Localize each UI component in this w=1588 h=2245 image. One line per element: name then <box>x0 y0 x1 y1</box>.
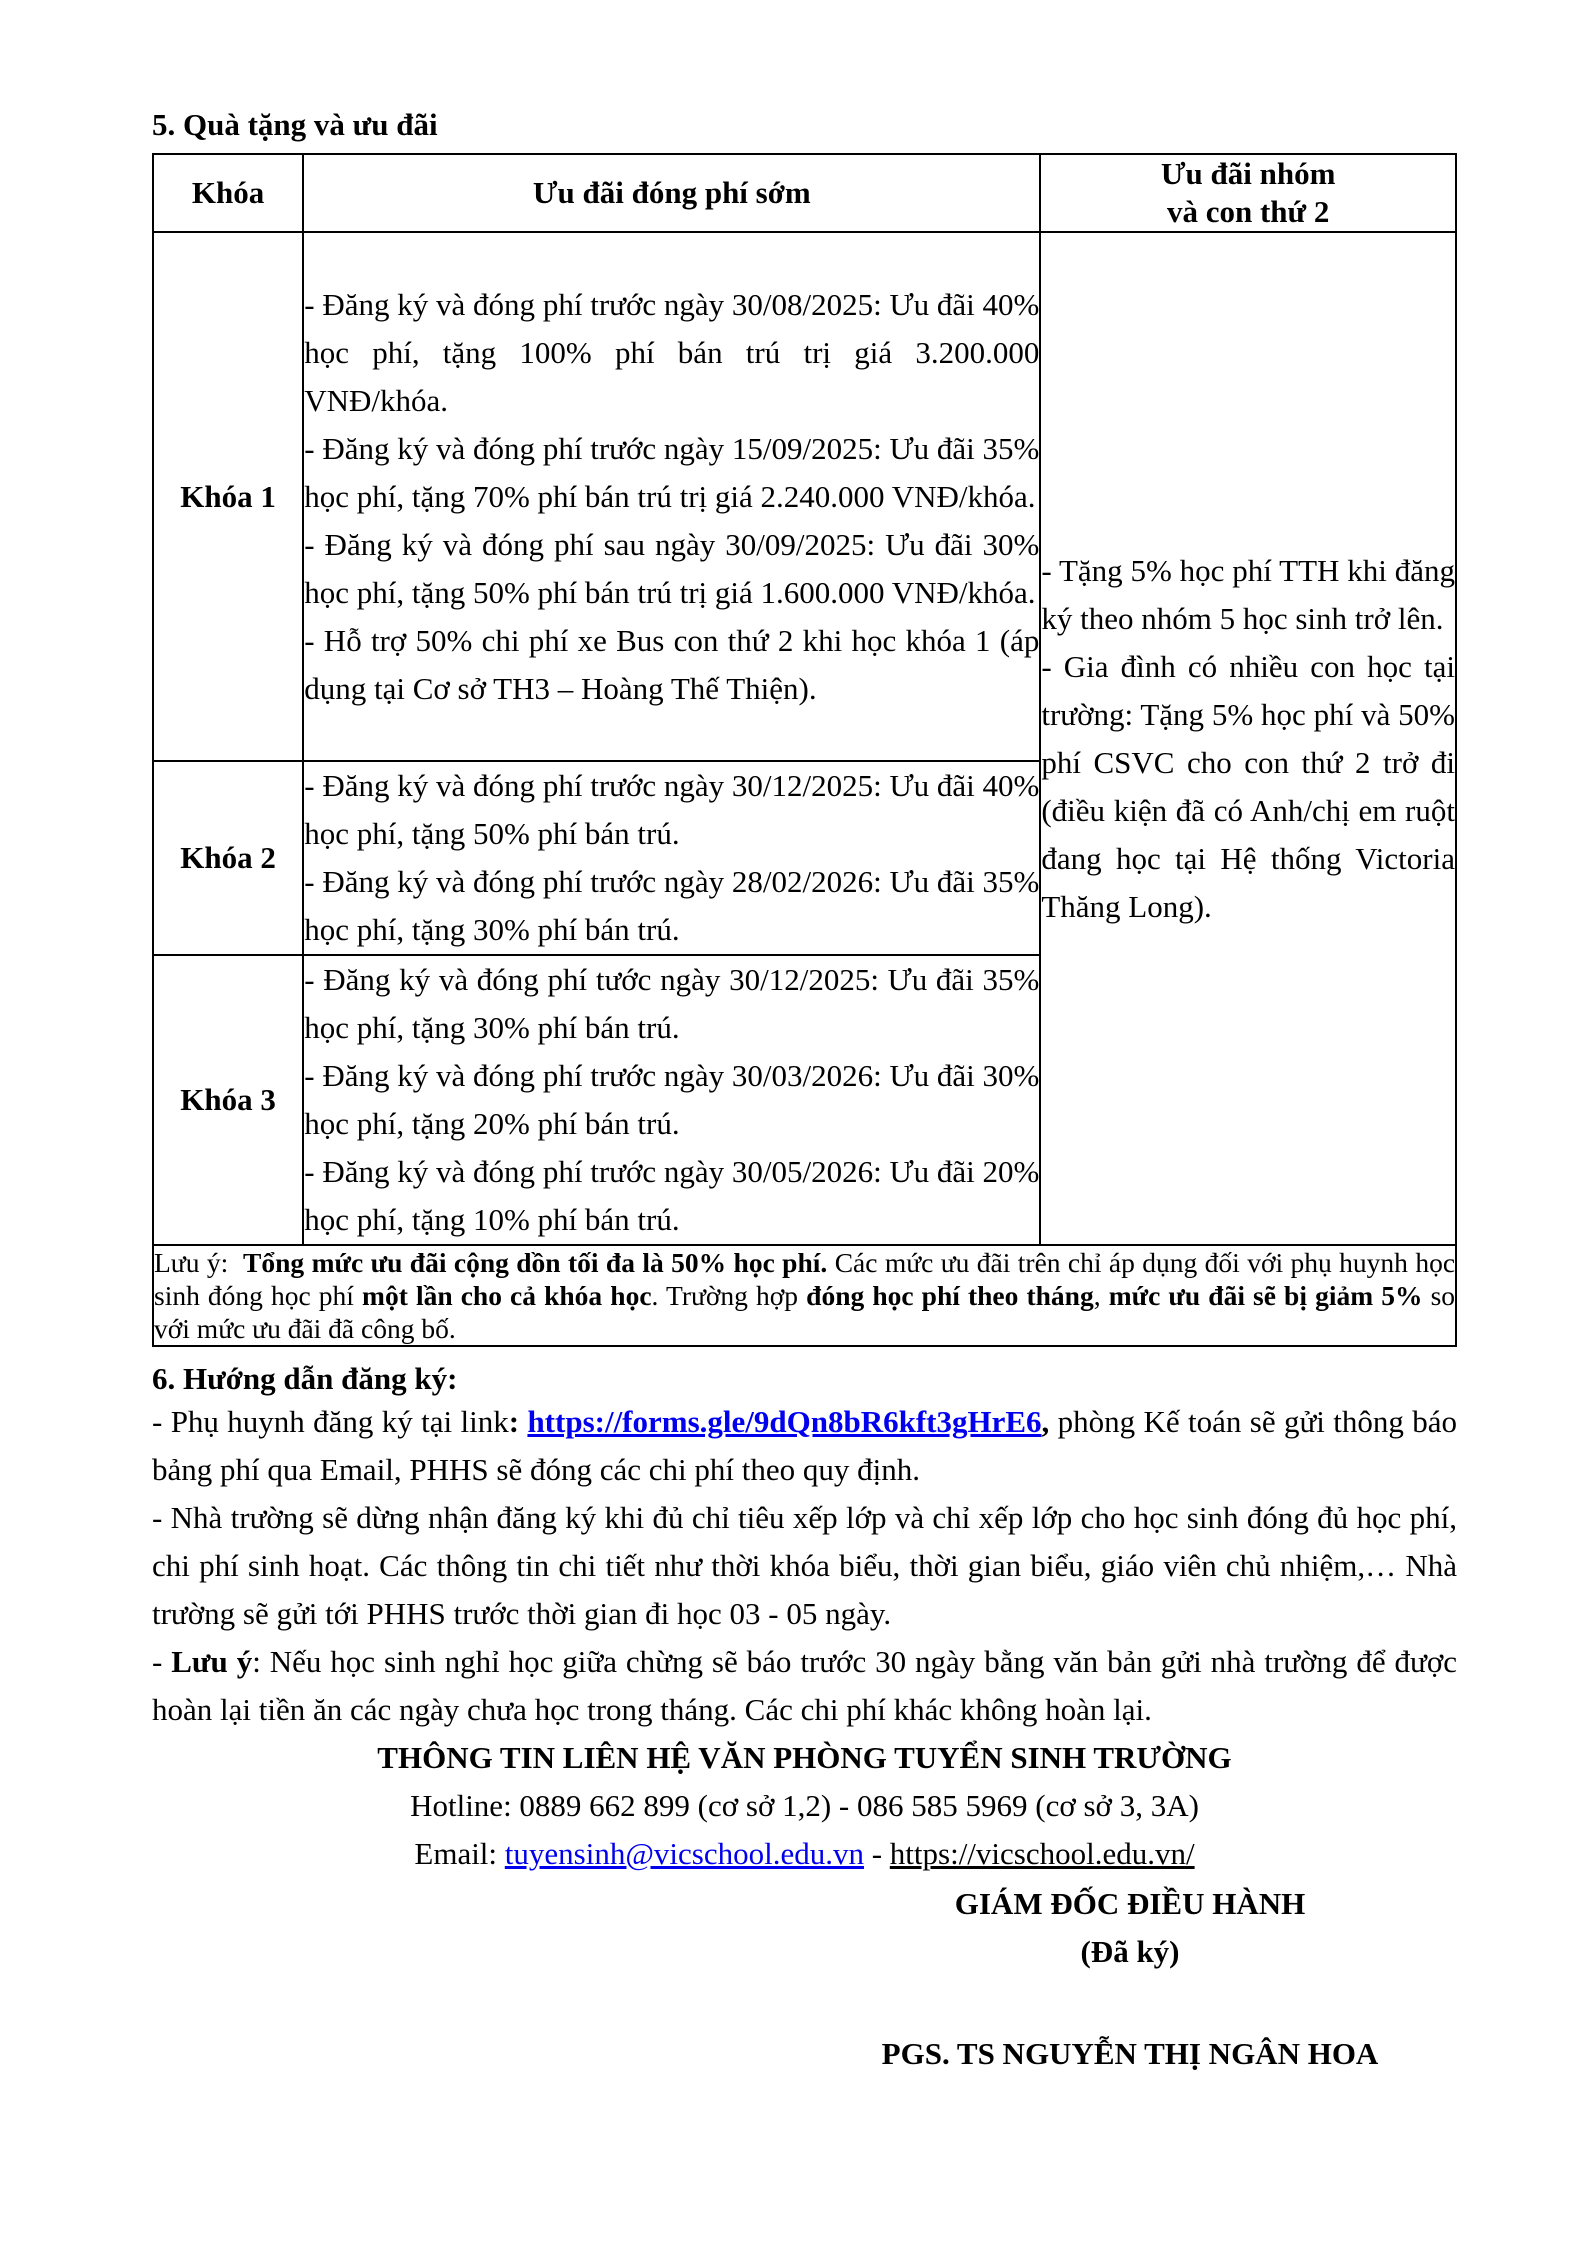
offers-table <box>152 153 1457 1347</box>
group-offer-item: - Gia đình có nhiều con học tại trường: Tặng 5% học phí và 50% phí CSVC cho con thứ 2 trở đi (điều kiện đã có Anh/chị em ruột đang học tại Hệ thống Victoria Thăng Long). <box>1041 648 1455 924</box>
note-bold-once: một lần cho cả khóa học <box>362 1280 652 1311</box>
website-link[interactable]: https://vicschool.edu.vn/ <box>889 1836 1195 1871</box>
email-label: Email: <box>414 1836 505 1871</box>
group-offer-item: - Tặng 5% học phí TTH khi đăng ký theo nhóm 5 học sinh trở lên. <box>1041 552 1455 636</box>
offer-item: - Đăng ký và đóng phí sau ngày 30/09/2025: Ưu đãi 30% học phí, tặng 50% phí bán trú trị giá 1.600.000 VNĐ/khóa. <box>304 526 1040 610</box>
instruction-text: phòng Kế toán sẽ gửi thông báo bảng phí qua Email, PHHS sẽ đóng các chi phí theo quy định. <box>152 1404 1457 1487</box>
header-early-offer: Ưu đãi đóng phí sớm <box>303 154 1040 232</box>
early-offer-cell <box>303 232 1040 761</box>
course-cell: Khóa 2 <box>153 761 303 955</box>
note-text: so với mức ưu đãi đã công bố. <box>154 1280 1456 1344</box>
signature-block <box>880 1880 1380 1976</box>
instruction-line: - Nhà trường sẽ dừng nhận đăng ký khi đủ chỉ tiêu xếp lớp và chỉ xếp lớp cho học sinh đóng đủ học phí, chi phí sinh hoạt. Các thông tin chi tiết như thời khóa biểu, thời gian biểu, giáo viên chủ nhiệm,… Nhà trường sẽ gửi tới PHHS trước thời gian đi học 03 - 05 ngày. <box>152 1500 1457 1631</box>
hotline: Hotline: 0889 662 899 (cơ sở 1,2) - 086 585 5969 (cơ sở 3, 3A) <box>410 1788 1199 1823</box>
early-offer-cell <box>303 955 1040 1245</box>
signature-status: (Đã ký) <box>1080 1934 1180 1969</box>
offer-item: - Đăng ký và đóng phí trước ngày 15/09/2025: Ưu đãi 35% học phí, tặng 70% phí bán trú trị giá 2.240.000 VNĐ/khóa. <box>304 430 1040 514</box>
note-label: Lưu ý: <box>154 1247 229 1278</box>
header-group-offer <box>1040 154 1456 232</box>
header-group-line1: Ưu đãi nhóm <box>1160 156 1336 191</box>
instruction-colon: : <box>508 1404 520 1439</box>
header-course: Khóa <box>153 154 303 232</box>
offer-item: - Đăng ký và đóng phí trước ngày 30/05/2026: Ưu đãi 20% học phí, tặng 10% phí bán trú. <box>304 1154 1040 1237</box>
section-5-title: 5. Quà tặng và ưu đãi <box>152 107 438 142</box>
early-offer-cell <box>303 761 1040 955</box>
course-cell: Khóa 1 <box>153 232 303 761</box>
offer-item: - Đăng ký và đóng phí trước ngày 28/02/2026: Ưu đãi 35% học phí, tặng 30% phí bán trú. <box>304 864 1040 947</box>
offer-item: - Đăng ký và đóng phí tước ngày 30/12/2025: Ưu đãi 35% học phí, tặng 30% phí bán trú. <box>304 962 1040 1045</box>
note-text: Các mức ưu đãi trên chỉ áp dụng đối với phụ huynh học sinh đóng học phí <box>154 1247 1456 1311</box>
signatory-name: PGS. TS NGUYỄN THỊ NGÂN HOA <box>881 2036 1379 2071</box>
contact-separator: - <box>863 1836 890 1871</box>
signatory-role: GIÁM ĐỐC ĐIỀU HÀNH <box>954 1886 1306 1921</box>
note-text: . Trường hợp <box>651 1280 799 1311</box>
instruction-note-label: Lưu ý <box>171 1644 253 1679</box>
instruction-comma: , <box>1041 1404 1050 1439</box>
note-bold-total: Tổng mức ưu đãi cộng dồn tối đa là 50% học phí. <box>243 1247 828 1278</box>
table-note-row <box>153 1245 1456 1346</box>
instruction-line <box>152 1398 1457 1494</box>
offer-item: - Đăng ký và đóng phí trước ngày 30/12/2025: Ưu đãi 40% học phí, tặng 50% phí bán trú. <box>304 768 1040 851</box>
note-text: , <box>1093 1280 1101 1311</box>
contact-block <box>152 1734 1457 1878</box>
registration-form-link[interactable]: https://forms.gle/9dQn8bR6kft3gHrE6 <box>527 1404 1042 1439</box>
instruction-text: - Phụ huynh đăng ký tại link <box>152 1404 509 1439</box>
instruction-text: : Nếu học sinh nghỉ học giữa chừng sẽ báo trước 30 ngày bằng văn bản gửi nhà trường để được hoàn lại tiền ăn các ngày chưa học trong tháng. Các chi phí khác không hoàn lại. <box>152 1644 1457 1727</box>
instruction-text: - <box>152 1644 172 1679</box>
instruction-line <box>152 1638 1457 1734</box>
table-header-row <box>153 154 1456 232</box>
note-cell <box>153 1245 1456 1346</box>
table-row <box>153 232 1456 761</box>
registration-instructions <box>152 1398 1457 1734</box>
group-offer-cell <box>1040 232 1456 1245</box>
email-link[interactable]: tuyensinh@vicschool.edu.vn <box>504 1836 864 1871</box>
offer-item: - Hỗ trợ 50% chi phí xe Bus con thứ 2 khi học khóa 1 (áp dụng tại Cơ sở TH3 – Hoàng Thế Thiện). <box>304 622 1040 706</box>
section-6-title: 6. Hướng dẫn đăng ký: <box>152 1361 458 1396</box>
email-line <box>152 1830 1457 1878</box>
header-group-line2: và con thứ 2 <box>1166 194 1330 229</box>
course-cell: Khóa 3 <box>153 955 303 1245</box>
offer-item: - Đăng ký và đóng phí trước ngày 30/08/2025: Ưu đãi 40% học phí, tặng 100% phí bán trú trị giá 3.200.000 VNĐ/khóa. <box>304 286 1040 418</box>
note-bold-monthly: đóng học phí theo tháng <box>806 1280 1094 1311</box>
note-bold-reduction: mức ưu đãi sẽ bị giảm 5% <box>1108 1280 1423 1311</box>
contact-title: THÔNG TIN LIÊN HỆ VĂN PHÒNG TUYỂN SINH TRƯỜNG <box>377 1740 1232 1775</box>
offer-item: - Đăng ký và đóng phí trước ngày 30/03/2026: Ưu đãi 30% học phí, tặng 20% phí bán trú. <box>304 1058 1040 1141</box>
